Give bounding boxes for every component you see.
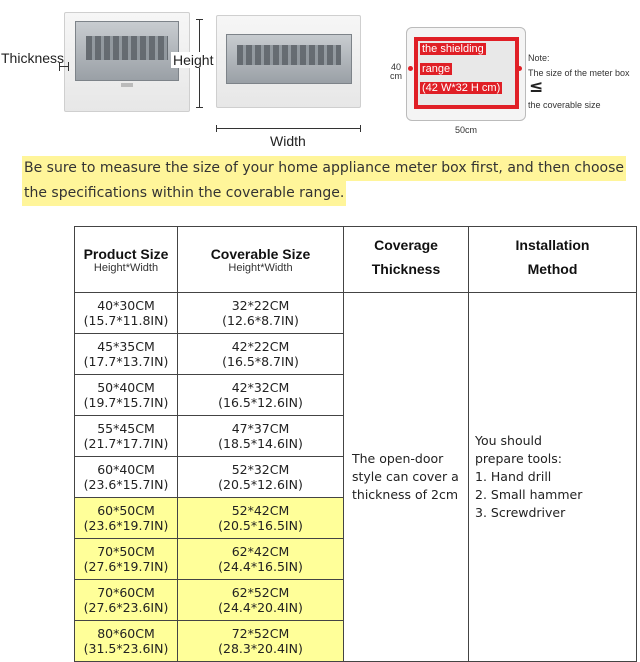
- shield-text-line2: range: [422, 63, 451, 75]
- shield-dim-horizontal: 50cm: [455, 125, 478, 135]
- breaker-row-2: [237, 45, 341, 65]
- product-size-cell: 55*45CM (21.7*17.7IN): [75, 416, 178, 457]
- notice-line1: Be sure to measure the size of your home appliance meter box first, and then choose: [22, 156, 626, 181]
- product-size-cell: 60*50CM (23.6*19.7IN): [75, 498, 178, 539]
- header-installation-method: [469, 227, 637, 293]
- size-table: [74, 226, 637, 662]
- coverable-size-cell: 32*22CM (12.6*8.7IN): [178, 293, 344, 334]
- product-size-cell: 60*40CM (23.6*15.7IN): [75, 457, 178, 498]
- table-row: [75, 293, 637, 334]
- header-product-size: [75, 227, 178, 293]
- header-installation-method-title: Installation Method: [515, 237, 590, 277]
- thickness-label: Thickness: [1, 50, 65, 66]
- shield-dim-vertical-label: [389, 63, 403, 81]
- meter-box-open-image: [216, 15, 361, 108]
- height-label: Height: [173, 52, 214, 68]
- meter-box-window: [75, 21, 179, 81]
- breaker-row: [86, 36, 168, 60]
- shield-dim-vertical: 40 cm: [390, 62, 402, 81]
- product-size-cell: 45*35CM (17.7*13.7IN): [75, 334, 178, 375]
- header-coverable-size-title: Coverable Size: [210, 245, 311, 262]
- shield-dot-left: [408, 66, 413, 71]
- coverable-size-cell: 42*32CM (16.5*12.6IN): [178, 375, 344, 416]
- header-coverage-thickness-title: Coverage Thickness: [371, 237, 441, 277]
- coverable-size-cell: 52*32CM (20.5*12.6IN): [178, 457, 344, 498]
- header-coverage-thickness: [344, 227, 469, 293]
- note-line2: the coverable size: [528, 100, 601, 110]
- note-line1: The size of the meter box: [528, 68, 630, 78]
- width-dimension-line: [216, 125, 361, 132]
- coverable-size-cell: 62*42CM (24.4*16.5IN): [178, 539, 344, 580]
- thickness-marker: [59, 62, 69, 71]
- notice-line2: the specifications within the coverable range.: [22, 181, 346, 206]
- meter-box-window-2: [226, 34, 352, 84]
- shield-text-line1: the shielding: [422, 43, 484, 55]
- product-size-cell: 70*60CM (27.6*23.6IN): [75, 580, 178, 621]
- header-product-size-title: Product Size: [83, 245, 169, 262]
- header-product-size-sub: Height*Width: [93, 261, 159, 274]
- shield-outer-box: [406, 27, 526, 121]
- coverage-thickness-cell: The open-door style can cover a thickness of 2cm: [344, 293, 469, 662]
- table-body: [75, 293, 637, 662]
- note-title: Note:: [528, 53, 550, 63]
- product-size-cell: 80*60CM (31.5*23.6IN): [75, 621, 178, 662]
- header-coverable-size-sub: Height*Width: [228, 261, 293, 274]
- coverable-size-cell: 42*22CM (16.5*8.7IN): [178, 334, 344, 375]
- width-label: Width: [270, 133, 306, 149]
- shield-text-line3: (42 W*32 H cm): [422, 82, 501, 94]
- product-size-cell: 50*40CM (19.7*15.7IN): [75, 375, 178, 416]
- note-symbol: ≤: [529, 77, 544, 97]
- shield-dot-right: [517, 66, 522, 71]
- meter-box-latch: [121, 83, 133, 87]
- measure-notice: [22, 156, 626, 206]
- coverable-size-cell: 47*37CM (18.5*14.6IN): [178, 416, 344, 457]
- product-size-cell: 40*30CM (15.7*11.8IN): [75, 293, 178, 334]
- product-size-cell: 70*50CM (27.6*19.7IN): [75, 539, 178, 580]
- header-coverable-size: [178, 227, 344, 293]
- coverable-size-cell: 62*52CM (24.4*20.4IN): [178, 580, 344, 621]
- coverable-size-cell: 72*52CM (28.3*20.4IN): [178, 621, 344, 662]
- table-header-row: [75, 227, 637, 293]
- installation-method-cell: You should prepare tools: 1. Hand drill 2. Small hammer 3. Screwdriver: [469, 293, 637, 662]
- shielding-range-frame: [414, 37, 519, 109]
- coverable-size-cell: 52*42CM (20.5*16.5IN): [178, 498, 344, 539]
